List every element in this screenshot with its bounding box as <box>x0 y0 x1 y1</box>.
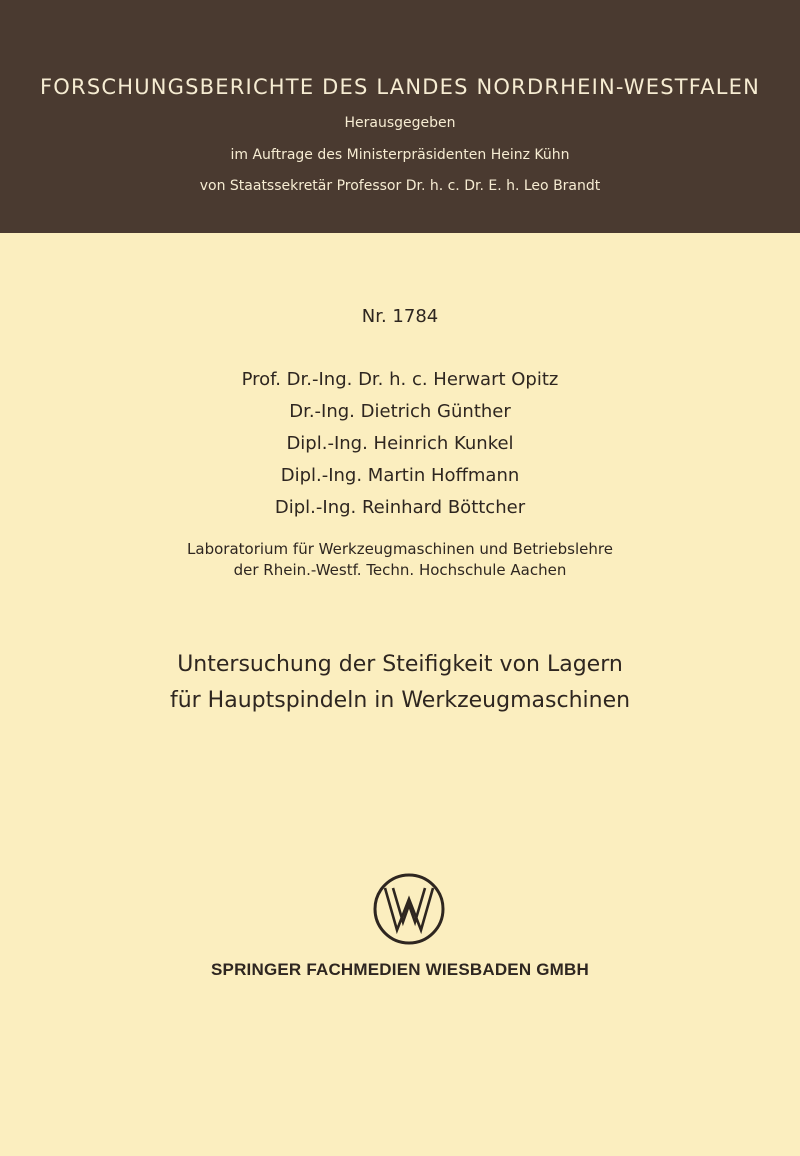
title-line: für Hauptspindeln in Werkzeugmaschinen <box>169 688 631 713</box>
editor-line-1: Herausgegeben <box>344 115 456 131</box>
editor-line-3: von Staatssekretär Professor Dr. h. c. Dr. E. h. Leo Brandt <box>199 178 601 194</box>
report-number: Nr. 1784 <box>361 306 439 327</box>
institution-line: Laboratorium für Werkzeugmaschinen und Betriebslehre <box>187 540 613 558</box>
publisher-name: SPRINGER FACHMEDIEN WIESBADEN GMBH <box>211 960 589 979</box>
springer-fachmedien-logo-icon <box>372 872 446 946</box>
editor-line-2: im Auftrage des Ministerpräsidenten Heinz Kühn <box>230 147 570 163</box>
institution-line: der Rhein.-Westf. Techn. Hochschule Aachen <box>233 561 567 579</box>
author-name: Dipl.-Ing. Reinhard Böttcher <box>274 497 526 518</box>
series-header <box>0 0 800 233</box>
author-name: Prof. Dr.-Ing. Dr. h. c. Herwart Opitz <box>241 369 559 390</box>
author-name: Dipl.-Ing. Martin Hoffmann <box>280 465 520 486</box>
series-title: FORSCHUNGSBERICHTE DES LANDES NORDRHEIN-WESTFALEN <box>40 75 760 99</box>
author-name: Dipl.-Ing. Heinrich Kunkel <box>286 433 514 454</box>
author-name: Dr.-Ing. Dietrich Günther <box>289 401 511 422</box>
title-line: Untersuchung der Steifigkeit von Lagern <box>177 652 623 677</box>
